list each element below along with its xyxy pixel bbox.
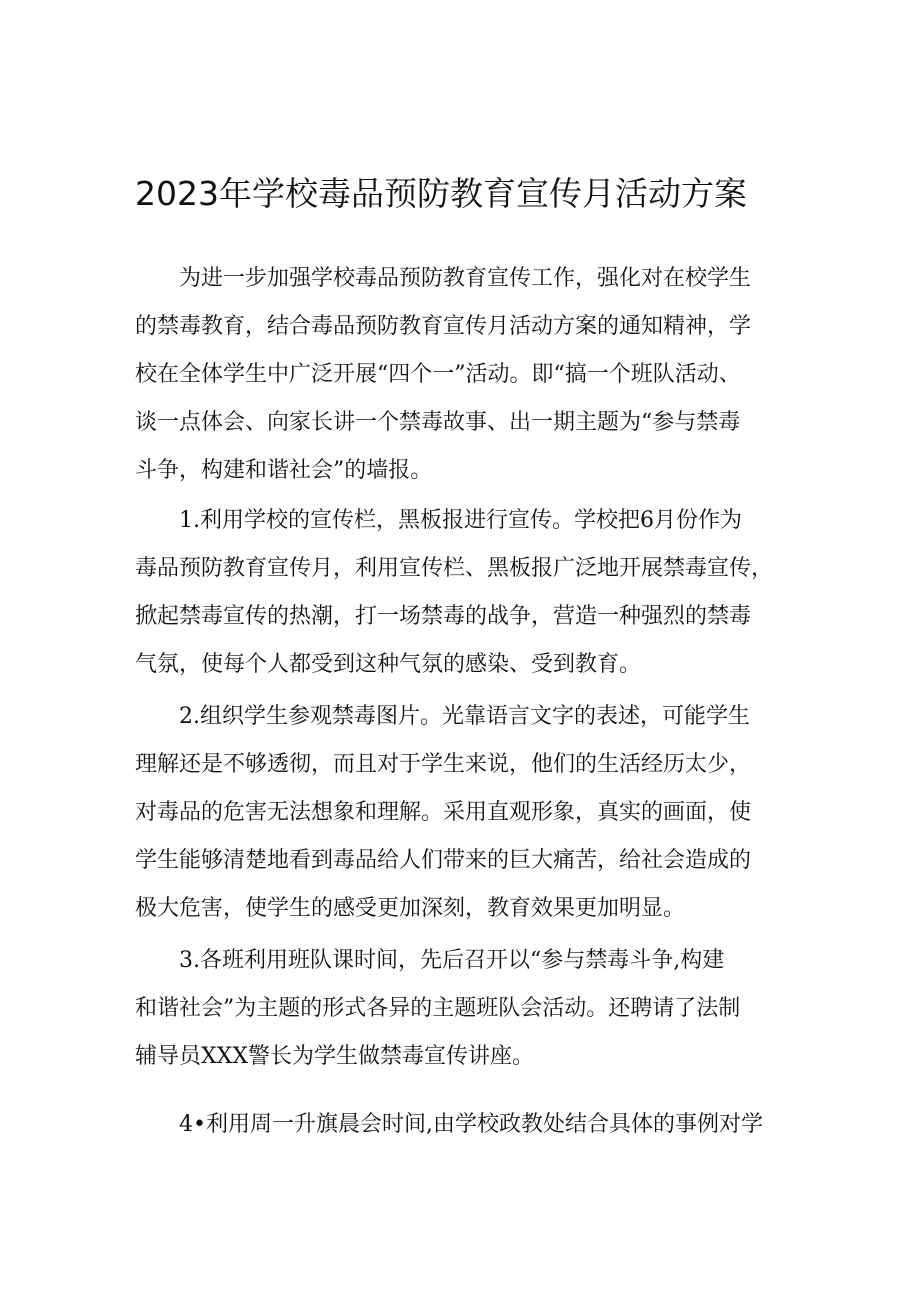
paragraph-item-4 bbox=[135, 1101, 763, 1149]
text-line: 气氛，使每个人都受到这种气氛的感染、受到教育。 bbox=[135, 652, 642, 677]
text-line: 辅导员XXX警长为学生做禁毒宣传讲座。 bbox=[135, 1044, 534, 1069]
text-line: 对毒品的危害无法想象和理解。采用直观形象，真实的画面，使 bbox=[135, 800, 752, 825]
paragraph-item-2 bbox=[135, 693, 751, 933]
paragraph-item-1 bbox=[135, 497, 773, 689]
text-line: 的禁毒教育，结合毒品预防教育宣传月活动方案的通知精神，学 bbox=[135, 314, 752, 339]
paragraph-intro bbox=[135, 255, 751, 495]
text-line: 校在全体学生中广泛开展“四个一”活动。即“搞一个班队活动、 bbox=[135, 362, 741, 387]
text-line: 斗争，构建和谐社会”的墙报。 bbox=[135, 458, 433, 483]
text-line: 4•利用周一升旗晨会时间,由学校政教处结合具体的事例对学 bbox=[179, 1112, 763, 1137]
paragraph-item-3 bbox=[135, 937, 740, 1081]
text-line: 为进一步加强学校毒品预防教育宣传工作，强化对在校学生 bbox=[179, 266, 752, 291]
document-title: 2023年学校毒品预防教育宣传月活动方案 bbox=[135, 174, 747, 213]
text-line: 谈一点体会、向家长讲一个禁毒故事、出一期主题为“参与禁毒 bbox=[135, 410, 741, 435]
text-line: 2.组织学生参观禁毒图片。光靠语言文字的表述，可能学生 bbox=[179, 704, 750, 729]
text-line: 理解还是不够透彻，而且对于学生来说，他们的生活经历太少， bbox=[135, 752, 752, 777]
text-line: 3.各班利用班队课时间，先后召开以“参与禁毒斗争,构建 bbox=[179, 948, 725, 973]
text-line: 学生能够清楚地看到毒品给人们带来的巨大痛苦，给社会造成的 bbox=[135, 848, 752, 873]
text-line: 极大危害，使学生的感受更加深刻，教育效果更加明显。 bbox=[135, 896, 686, 921]
text-line: 毒品预防教育宣传月，利用宣传栏、黑板报广泛地开展禁毒宣传， bbox=[135, 556, 774, 581]
text-line: 1.利用学校的宣传栏，黑板报进行宣传。学校把6月份作为 bbox=[179, 508, 742, 533]
text-line: 和谐社会”为主题的形式各异的主题班队会活动。还聘请了法制 bbox=[135, 996, 741, 1021]
text-line: 掀起禁毒宣传的热潮，打一场禁毒的战争，营造一种强烈的禁毒 bbox=[135, 604, 752, 629]
